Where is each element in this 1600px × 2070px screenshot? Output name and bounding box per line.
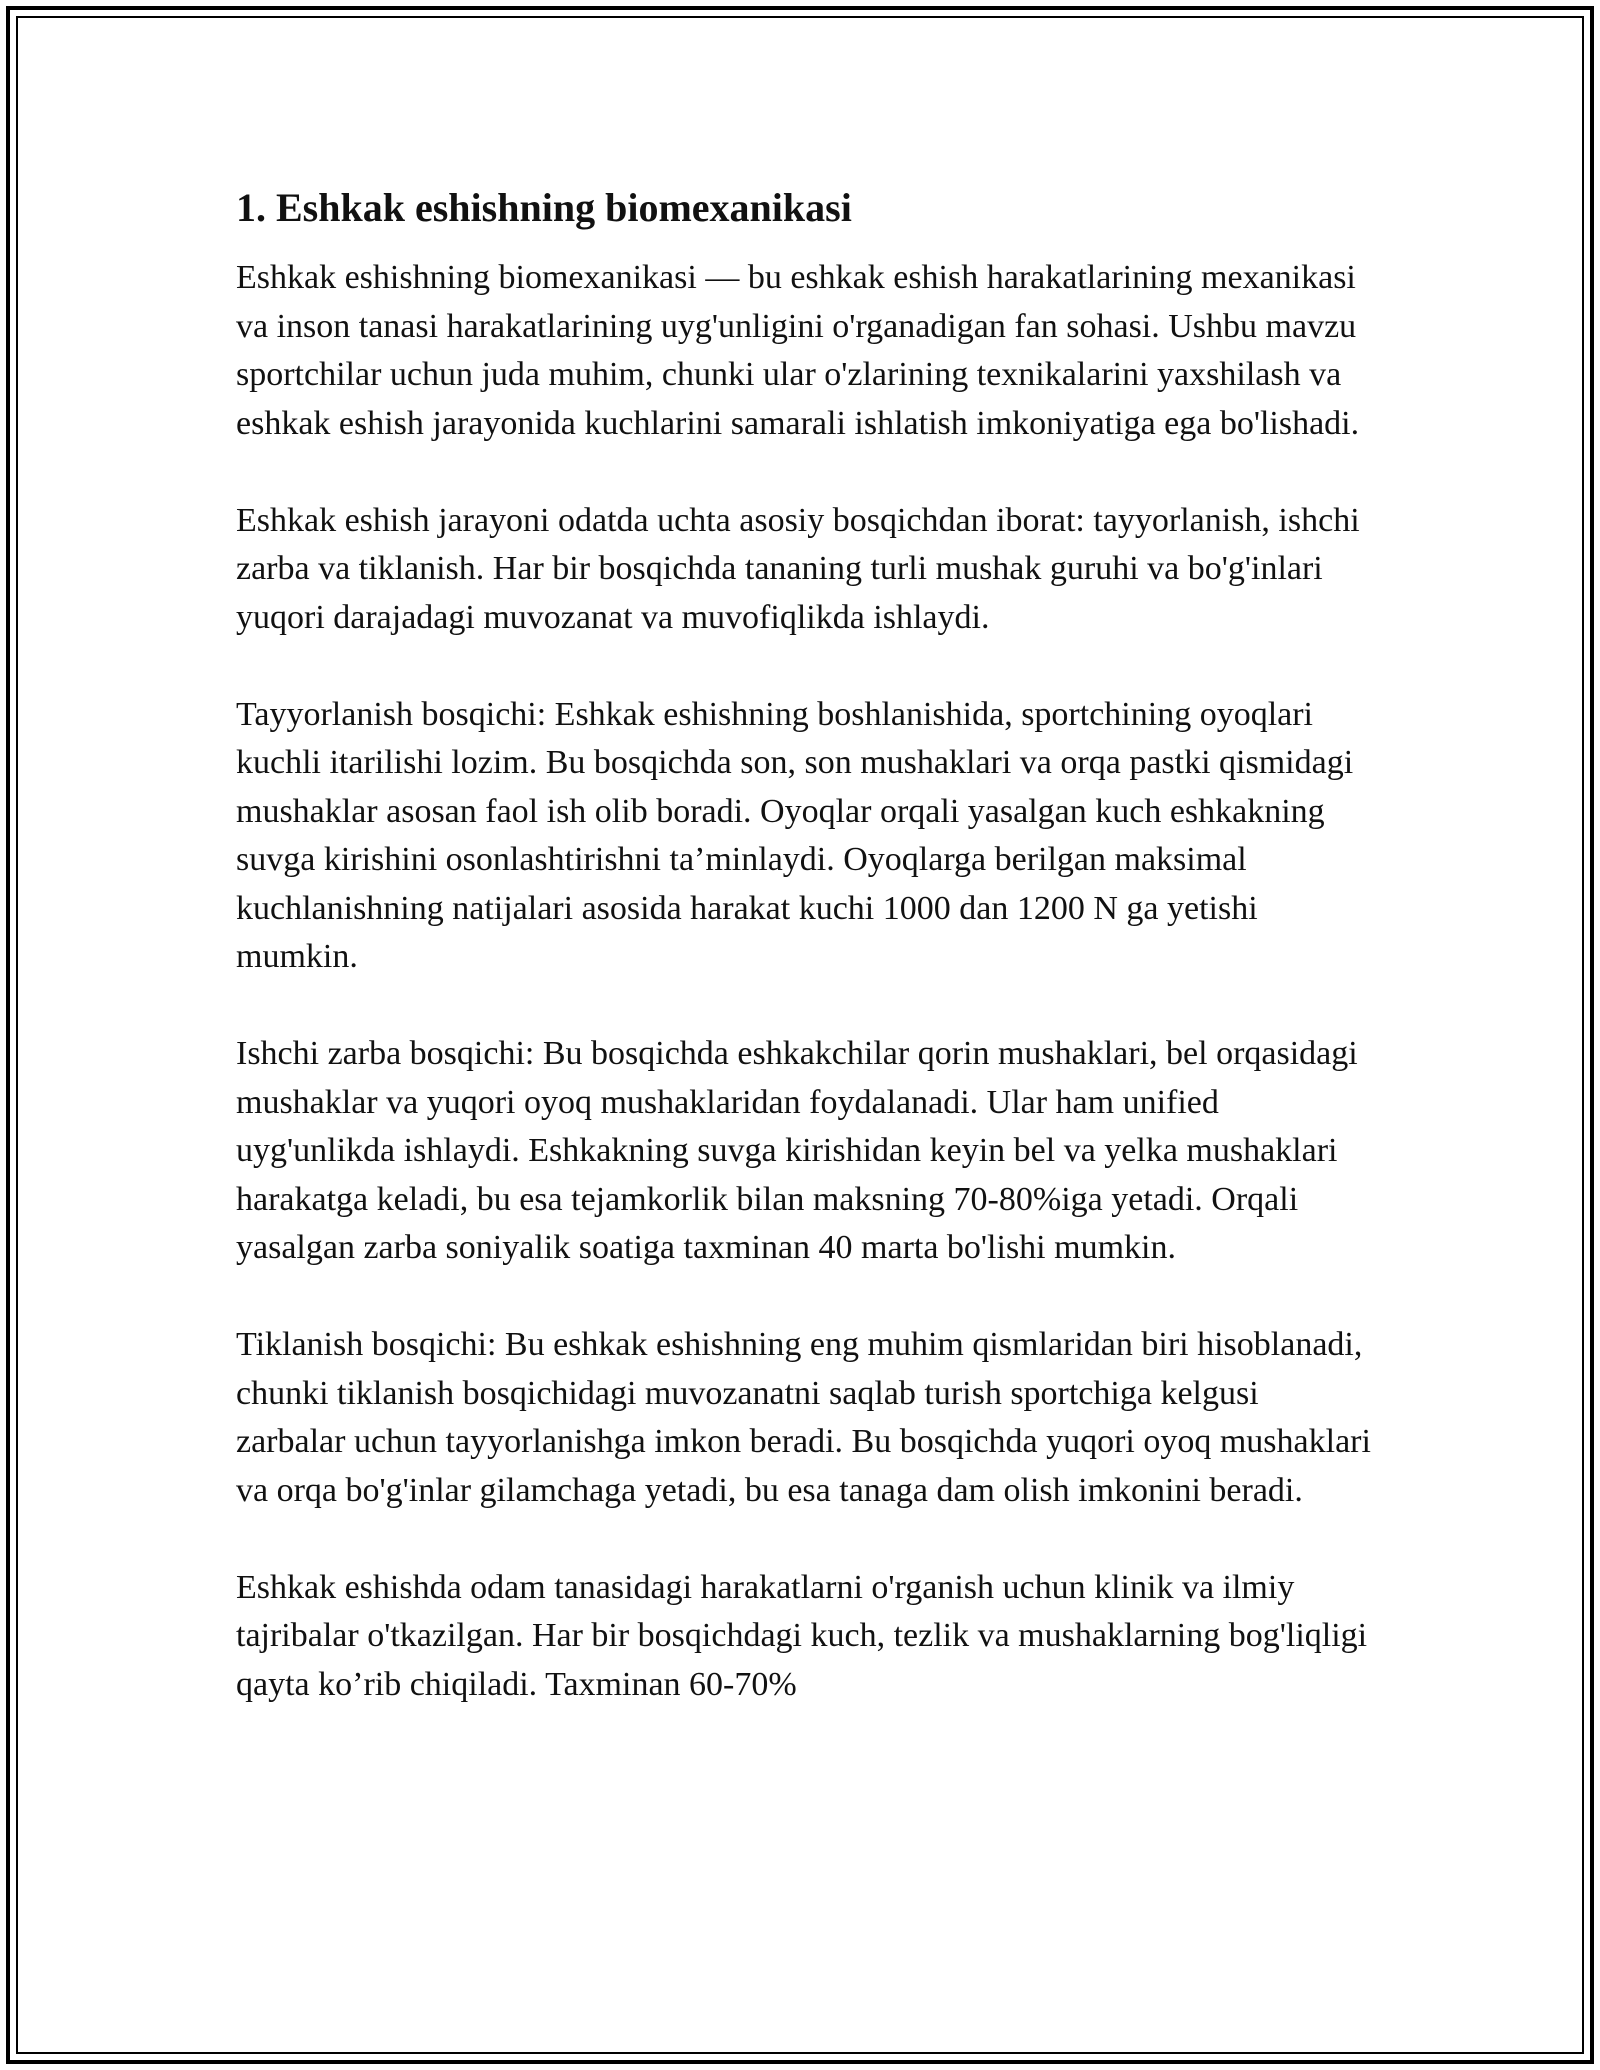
document-body <box>236 184 1376 1758</box>
paragraph-research: Eshkak eshishda odam tanasidagi harakatlarni o'rganish uchun klinik va ilmiy tajribalar o'tkazilgan. Har bir bosqichdagi kuch, tezlik va mushaklarning bog'liqligi qayta ko’rib chiqiladi. Taxminan 60-70% <box>236 1568 1368 1703</box>
paragraph-recovery: Tiklanish bosqichi: Bu eshkak eshishning eng muhim qismlaridan biri hisoblanadi, chunki tiklanish bosqichidagi muvozanatni saqlab turish sportchiga kelgusi zarbalar uchun tayyorlanishga imkon beradi. Bu bosqichda yuqori oyoq mushaklari va orqa bo'g'inlar gilamchaga yetadi, bu esa tanaga dam olish imkonini beradi. <box>236 1326 1371 1509</box>
paragraph-preparation: Tayyorlanish bosqichi: Eshkak eshishning boshlanishida, sportchining oyoqlari kuchli itarilishi lozim. Bu bosqichda son, son mushaklari va orqa pastki qismidagi mushaklar asosan faol ish olib boradi. Oyoqlar orqali yasalgan kuch eshkakning suvga kirishini osonlashtirishni ta’minlaydi. Oyoqlarga berilgan maksimal kuchlanishning natijalari asosida harakat kuchi 1000 dan 1200 N ga yetishi mumkin. <box>236 695 1354 975</box>
section-heading: 1. Eshkak eshishning biomexanikasi <box>236 185 852 230</box>
paragraph-drive: Ishchi zarba bosqichi: Bu bosqichda eshkakchilar qorin mushaklari, bel orqasidagi mushaklar va yuqori oyoq mushaklaridan foydalanadi. Ular ham unified uyg'unlikda ishlaydi. Eshkakning suvga kirishidan keyin bel va yelka mushaklari harakatga keladi, bu esa tejamkorlik bilan maksning 70-80%iga yetadi. Orqali yasalgan zarba soniyalik soatiga taxminan 40 marta bo'lishi mumkin. <box>236 1035 1358 1266</box>
paragraph-intro: Eshkak eshishning biomexanikasi — bu eshkak eshish harakatlarining mexanikasi va inson tanasi harakatlarining uyg'unligini o'rganadigan fan sohasi. Ushbu mavzu sportchilar uchun juda muhim, chunki ular o'zlarining texnikalarini yaxshilash va eshkak eshish jarayonida kuchlarini samarali ishlatish imkoniyatiga ega bo'lishadi. <box>236 259 1360 442</box>
paragraph-phases: Eshkak eshish jarayoni odatda uchta asosiy bosqichdan iborat: tayyorlanish, ishchi zarba va tiklanish. Har bir bosqichda tananing turli mushak guruhi va bo'g'inlari yuqori darajadagi muvozanat va muvofiqlikda ishlaydi. <box>236 501 1360 636</box>
